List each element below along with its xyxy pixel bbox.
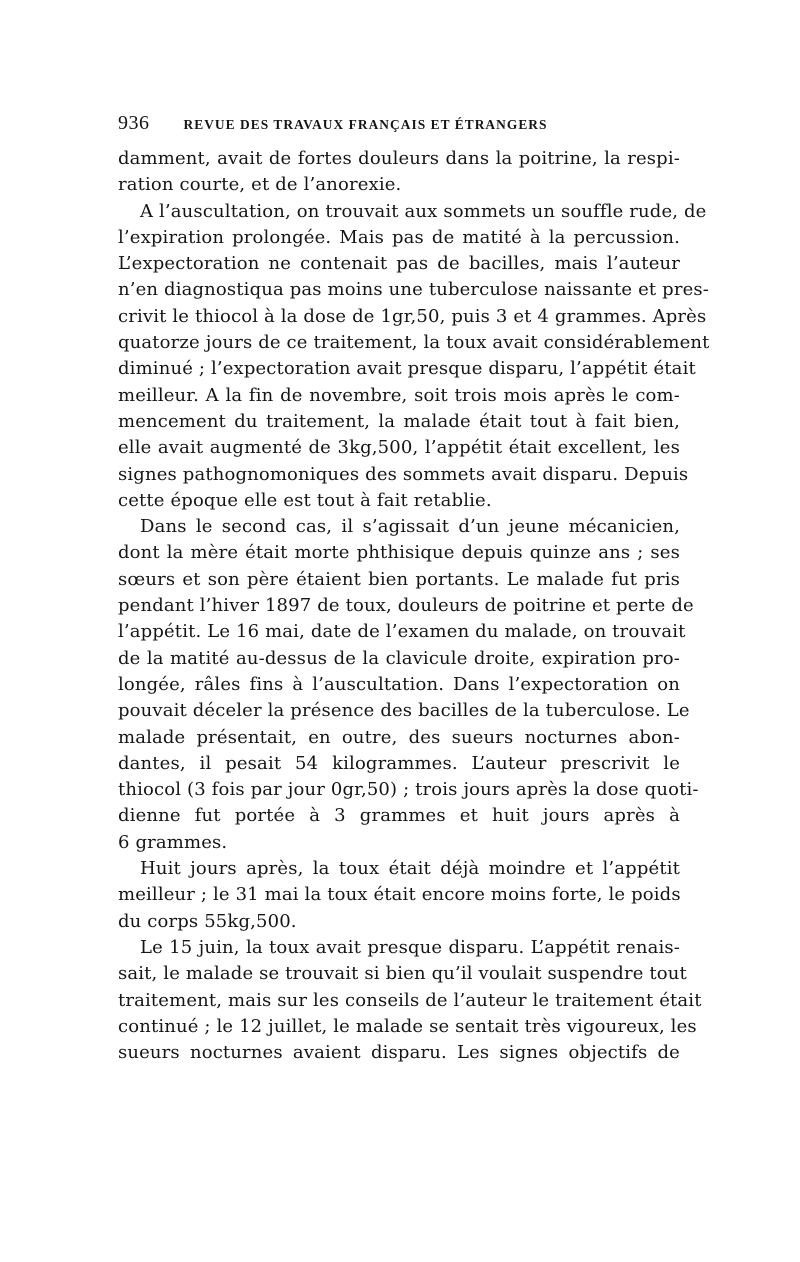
- text-line: de la matité au-dessus de la clavicule droite, expiration pro-: [118, 647, 680, 669]
- text-line: continué ; le 12 juillet, le malade se sentait très vigoureux, les: [118, 1015, 697, 1037]
- text-line: mencement du traitement, la malade était tout à fait bien,: [118, 410, 680, 432]
- text-line: meilleur ; le 31 mai la toux était encore moins forte, le poids: [118, 884, 681, 906]
- page-number: 936: [118, 112, 150, 134]
- text-line: elle avait augmenté de 3kg,500, l’appétit était excellent, les: [118, 437, 680, 459]
- text-line: pendant l’hiver 1897 de toux, douleurs de poitrine et perte de: [118, 595, 694, 617]
- paragraph: [118, 514, 699, 856]
- text-line: l’appétit. Le 16 mai, date de l’examen du malade, on trouvait: [118, 621, 686, 643]
- text-line: pouvait déceler la présence des bacilles de la tuberculose. Le: [118, 700, 690, 722]
- text-line: meilleur. A la fin de novembre, soit trois mois après le com-: [118, 384, 680, 406]
- text-line: traitement, mais sur les conseils de l’auteur le traitement était: [118, 989, 702, 1011]
- text-line: diminué ; l’expectoration avait presque disparu, l’appétit était: [118, 358, 696, 380]
- running-title: REVUE DES TRAVAUX FRANÇAIS ET ÉTRANGERS: [183, 117, 548, 132]
- text-line: Le 15 juin, la toux avait presque disparu. L’appétit renais-: [140, 936, 680, 958]
- text-line: cette époque elle est tout à fait retablie.: [118, 489, 492, 511]
- text-line: damment, avait de fortes douleurs dans la poitrine, la respi-: [118, 148, 680, 169]
- text-line: quatorze jours de ce traitement, la toux avait considérablement: [118, 332, 710, 354]
- text-line: A l’auscultation, on trouvait aux sommets un souffle rude, de: [140, 200, 707, 222]
- text-line: 6 grammes.: [118, 831, 228, 853]
- body-text: [118, 146, 710, 1066]
- text-line: sait, le malade se trouvait si bien qu’il voulait suspendre tout: [118, 963, 687, 985]
- text-line: crivit le thiocol à la dose de 1gr,50, puis 3 et 4 grammes. Après: [118, 305, 707, 327]
- text-line: dont la mère était morte phthisique depuis quinze ans ; ses: [118, 542, 680, 564]
- text-line: dantes, il pesait 54 kilogrammes. L’auteur prescrivit le: [118, 752, 680, 774]
- text-line: signes pathognomoniques des sommets avait disparu. Depuis: [118, 463, 689, 485]
- text-line: L’expectoration ne contenait pas de bacilles, mais l’auteur: [118, 253, 680, 275]
- text-line: n’en diagnostiqua pas moins une tuberculose naissante et pres-: [118, 279, 710, 301]
- text-line: longée, râles fins à l’auscultation. Dans l’expectoration on: [118, 673, 680, 695]
- text-line: malade présentait, en outre, des sueurs nocturnes abon-: [118, 726, 680, 748]
- paragraph: [118, 199, 710, 515]
- text-line: du corps 55kg,500.: [118, 910, 297, 932]
- text-line: ration courte, et de l’anorexie.: [118, 174, 402, 196]
- text-line: dienne fut portée à 3 grammes et huit jours après à: [118, 805, 680, 827]
- paragraph: [118, 935, 702, 1066]
- text-line: sœurs et son père étaient bien portants. Le malade fut pris: [118, 568, 680, 590]
- book-page: [118, 112, 710, 1066]
- text-line: Dans le second cas, il s’agissait d’un jeune mécanicien,: [140, 516, 680, 538]
- text-line: sueurs nocturnes avaient disparu. Les signes objectifs de: [118, 1042, 680, 1064]
- paragraph: [118, 146, 680, 199]
- text-line: thiocol (3 fois par jour 0gr,50) ; trois jours après la dose quoti-: [118, 779, 699, 801]
- text-line: Huit jours après, la toux était déjà moindre et l’appétit: [140, 858, 680, 880]
- running-header: [118, 112, 680, 146]
- text-line: l’expiration prolongée. Mais pas de matité à la percussion.: [118, 226, 680, 248]
- paragraph: [118, 856, 680, 935]
